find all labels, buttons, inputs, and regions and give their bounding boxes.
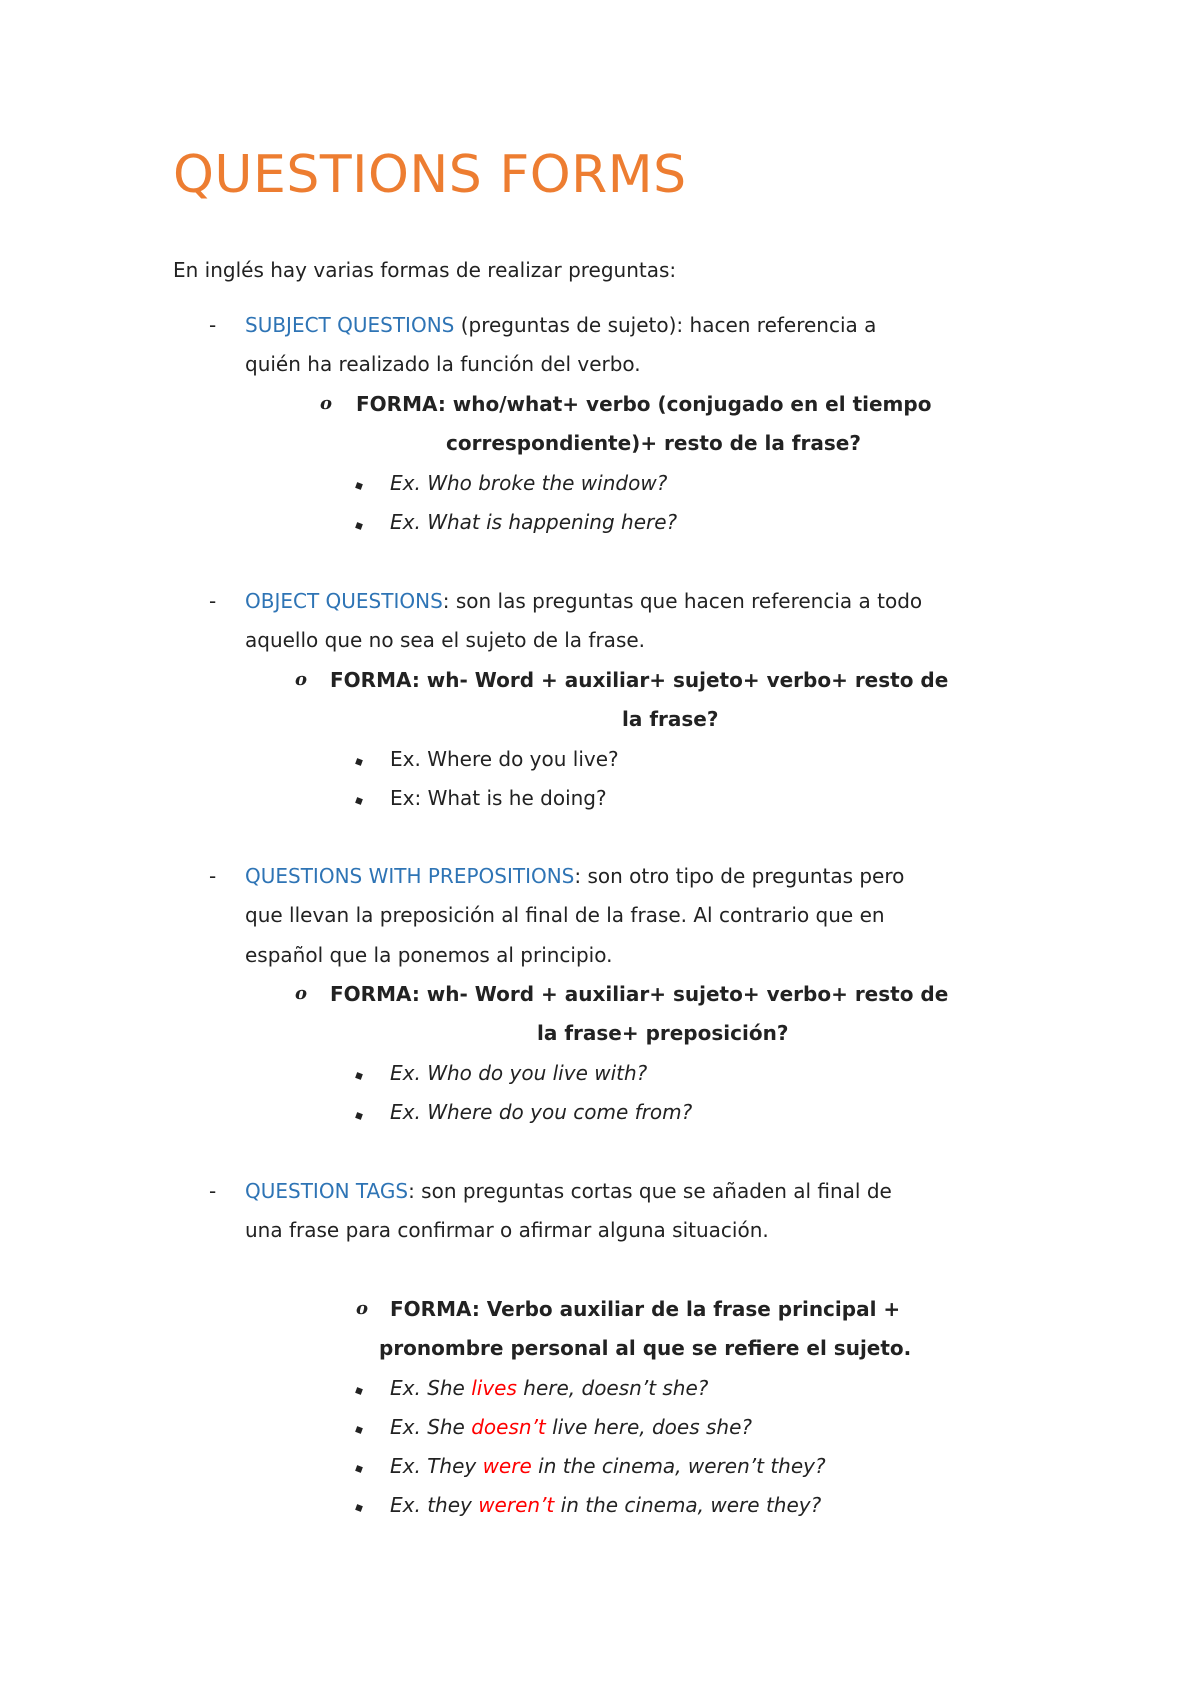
- section-prepositions-line3: español que la ponemos al principio.: [245, 943, 613, 967]
- square-bullet: [355, 1504, 363, 1512]
- example-text: Ex. She: [390, 1415, 472, 1439]
- highlighted-verb: lives: [471, 1376, 517, 1400]
- section-heading: OBJECT QUESTIONS: [245, 589, 443, 613]
- example-text: here, doesn’t she?: [516, 1376, 709, 1400]
- section-text: : son las preguntas que hacen referencia a todo: [442, 589, 923, 613]
- example-text: Ex. They: [390, 1454, 483, 1478]
- example-item: [390, 1452, 826, 1480]
- forma-line: la frase?: [622, 707, 719, 731]
- section-text: (preguntas de sujeto): hacen referencia a: [454, 313, 877, 337]
- section-heading: SUBJECT QUESTIONS: [245, 313, 455, 337]
- section-subject-line2: quién ha realizado la función del verbo.: [245, 352, 641, 376]
- example-item: Ex. What is happening here?: [390, 510, 678, 534]
- dash-marker: -: [209, 313, 217, 337]
- forma-line: FORMA: Verbo auxiliar de la frase principal +: [390, 1297, 901, 1321]
- dash-marker: -: [209, 589, 217, 613]
- section-heading: QUESTION TAGS: [245, 1179, 409, 1203]
- square-bullet: [355, 797, 363, 805]
- circle-marker: o: [356, 1298, 369, 1319]
- circle-marker: o: [295, 983, 308, 1004]
- square-bullet: [355, 1112, 363, 1120]
- square-bullet: [355, 482, 363, 490]
- section-object-line1: [245, 587, 922, 615]
- section-subject-line1: [245, 311, 876, 339]
- section-text: : son otro tipo de preguntas pero: [574, 864, 905, 888]
- section-text: : son preguntas cortas que se añaden al final de: [408, 1179, 892, 1203]
- example-item: [390, 1491, 821, 1519]
- example-text: Ex. She: [390, 1376, 472, 1400]
- dash-marker: -: [209, 864, 217, 888]
- forma-line: pronombre personal al que se refiere el sujeto.: [379, 1336, 912, 1360]
- highlighted-verb: were: [482, 1454, 532, 1478]
- example-item: [390, 1413, 752, 1441]
- forma-line: correspondiente)+ resto de la frase?: [446, 431, 861, 455]
- dash-marker: -: [209, 1179, 217, 1203]
- example-item: Ex. Where do you live?: [390, 747, 619, 771]
- example-item: [390, 1374, 708, 1402]
- section-object-line2: aquello que no sea el sujeto de la frase.: [245, 628, 646, 652]
- square-bullet: [355, 1426, 363, 1434]
- example-text: Ex. they: [390, 1493, 479, 1517]
- example-text: live here, does she?: [545, 1415, 752, 1439]
- square-bullet: [355, 1465, 363, 1473]
- highlighted-verb: weren’t: [478, 1493, 555, 1517]
- example-text: in the cinema, weren’t they?: [531, 1454, 826, 1478]
- intro-text: En inglés hay varias formas de realizar preguntas:: [173, 258, 677, 282]
- square-bullet: [355, 522, 363, 530]
- section-prepositions-line1: [245, 862, 904, 890]
- example-text: in the cinema, were they?: [554, 1493, 822, 1517]
- circle-marker: o: [320, 393, 333, 414]
- forma-line: la frase+ preposición?: [537, 1021, 789, 1045]
- section-heading: QUESTIONS WITH PREPOSITIONS: [245, 864, 575, 888]
- forma-line: FORMA: who/what+ verbo (conjugado en el tiempo: [356, 392, 932, 416]
- forma-line: FORMA: wh- Word + auxiliar+ sujeto+ verbo+ resto de: [330, 668, 949, 692]
- section-tags-line1: [245, 1177, 892, 1205]
- document-title: QUESTIONS FORMS: [173, 145, 687, 205]
- forma-line: FORMA: wh- Word + auxiliar+ sujeto+ verbo+ resto de: [330, 982, 949, 1006]
- square-bullet: [355, 758, 363, 766]
- example-item: Ex: What is he doing?: [390, 786, 607, 810]
- highlighted-verb: doesn’t: [471, 1415, 546, 1439]
- square-bullet: [355, 1072, 363, 1080]
- circle-marker: o: [295, 669, 308, 690]
- example-item: Ex. Who do you live with?: [390, 1061, 648, 1085]
- example-item: Ex. Who broke the window?: [390, 471, 668, 495]
- section-tags-line2: una frase para confirmar o afirmar alguna situación.: [245, 1218, 769, 1242]
- section-prepositions-line2: que llevan la preposición al final de la frase. Al contrario que en: [245, 903, 885, 927]
- square-bullet: [355, 1387, 363, 1395]
- example-item: Ex. Where do you come from?: [390, 1100, 693, 1124]
